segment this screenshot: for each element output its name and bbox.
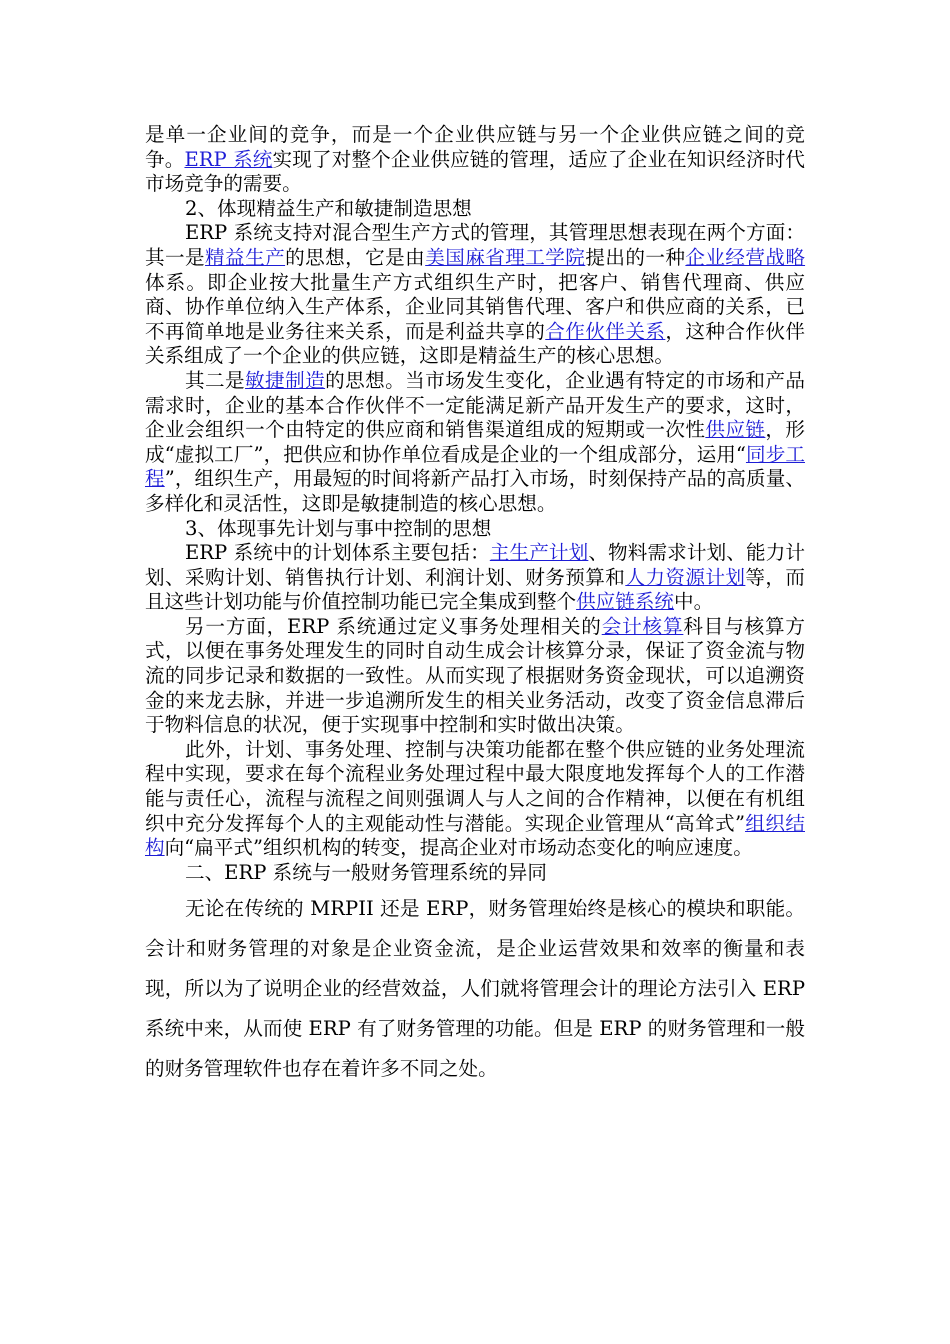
text-run: 实现了对整个企业供应链的管理，适应了企业在知识经济时代市场竞争的需要。	[145, 147, 806, 196]
text-run: 的思想，它是由	[285, 245, 426, 269]
document-page	[145, 123, 805, 1089]
text-run: 中。	[674, 590, 714, 614]
text-run: ，这种合作伙伴关系组成了一个企业的供应链，这即是精益生产的核心思想。	[145, 319, 806, 368]
paragraph-2	[145, 221, 805, 369]
link-erp-system[interactable]: ERP 系统	[184, 147, 273, 171]
section-heading-3: 3、体现事先计划与事中控制的思想	[185, 516, 492, 540]
text-run: ERP 系统支持对混合型生产方式的管理，其管理思想表现在两个方面：其一是	[145, 221, 805, 269]
link-hr-planning[interactable]: 人力资源计划	[625, 565, 746, 589]
text-run: 其二是	[185, 368, 246, 392]
paragraph-6	[145, 738, 805, 861]
text-run: 等，而且这些计划功能与价值控制功能已完全集成到整个	[145, 565, 806, 614]
text-run: 此外，计划、事务处理、控制与决策功能都在整个供应链的业务处理流程中实现，要求在每个流程业务处理过程中最大限度地发挥每个人的工作潜能与责任心，流程与流程之间则强调人与人之间的合作精神，以便在有机组织中充分发挥每个人的主观能动性与潜能。实现企业管理从“高耸式”	[145, 737, 805, 835]
text-run: 的思想。当市场发生变化，企业遇有特定的市场和产品需求时，企业的基本合作伙伴不一定能满足新产品开发生产的要求，这时，企业会组织一个由特定的供应商和销售渠道组成的短期或一次性	[145, 368, 806, 442]
text-run: 另一方面，ERP 系统通过定义事务处理相关的	[185, 614, 602, 638]
paragraph-1	[145, 123, 805, 197]
text-run: 是单一企业间的竞争，而是一个企业供应链与另一个企业供应链之间的竞争。	[145, 123, 805, 171]
paragraph-4	[145, 541, 805, 615]
link-mit[interactable]: 美国麻省理工学院	[425, 245, 586, 269]
link-lean-production[interactable]: 精益生产	[205, 245, 286, 269]
text-run: ，形成“虚拟工厂”，把供应和协作单位看成是企业的一个组成部分，运用“	[145, 418, 806, 466]
text-run: 提出的一种	[585, 245, 686, 269]
text-run: ”，组织生产，用最短的时间将新产品打入市场，时刻保持产品的高质量、多样化和灵活性，这即是敏捷制造的核心思想。	[145, 467, 805, 515]
text-run: 科目与核算方式，以便在事务处理发生的同时自动生成会计核算分录，保证了资金流与物流的同步记录和数据的一致性。从而实现了根据财务资金现状，可以追溯资金的来龙去脉，并进一步追溯所发生的相关业务活动，改变了资金信息滞后于物料信息的状况，便于实现事中控制和实时做出决策。	[145, 614, 806, 737]
link-partnership[interactable]: 合作伙伴关系	[545, 319, 666, 343]
link-supply-chain[interactable]: 供应链	[705, 418, 766, 442]
link-organization-structure[interactable]: 组织结构	[145, 811, 805, 860]
link-accounting[interactable]: 会计核算	[601, 614, 684, 638]
paragraph-7: 无论在传统的 MRPII 还是 ERP，财务管理始终是核心的模块和职能。会计和财务管理的对象是企业资金流，是企业运营效果和效率的衡量和表现，所以为了说明企业的经营效益，人们就将管理会计的理论方法引入 ERP 系统中来，从而使 ERP 有了财务管理的功能。但是 ERP 的财务管理和一般的财务管理软件也存在着许多不同之处。	[145, 897, 805, 1081]
link-business-strategy[interactable]: 企业经营战略	[685, 245, 806, 269]
text-run: ERP 系统中的计划体系主要包括：	[185, 541, 490, 565]
link-concurrent-engineering[interactable]: 同步工程	[145, 442, 805, 491]
link-master-production-schedule[interactable]: 主生产计划	[489, 541, 589, 565]
link-supply-chain-system[interactable]: 供应链系统	[576, 590, 675, 614]
paragraph-5	[145, 615, 805, 738]
paragraph-3	[145, 369, 805, 517]
text-run: 、物料需求计划、能力计划、采购计划、销售执行计划、利润计划、财务预算和	[145, 541, 806, 589]
section-heading-4: 二、ERP 系统与一般财务管理系统的异同	[185, 860, 547, 884]
text-run: 体系。即企业按大批量生产方式组织生产时，把客户、销售代理商、供应商、协作单位纳入生产体系，企业同其销售代理、客户和供应商的关系，已不再简单地是业务往来关系，而是利益共享的	[145, 270, 805, 343]
text-run: 向“扁平式”组织机构的转变，提高企业对市场动态变化的响应速度。	[164, 836, 753, 860]
section-heading-2: 2、体现精益生产和敏捷制造思想	[185, 196, 472, 220]
link-agile-manufacturing[interactable]: 敏捷制造	[245, 368, 326, 392]
